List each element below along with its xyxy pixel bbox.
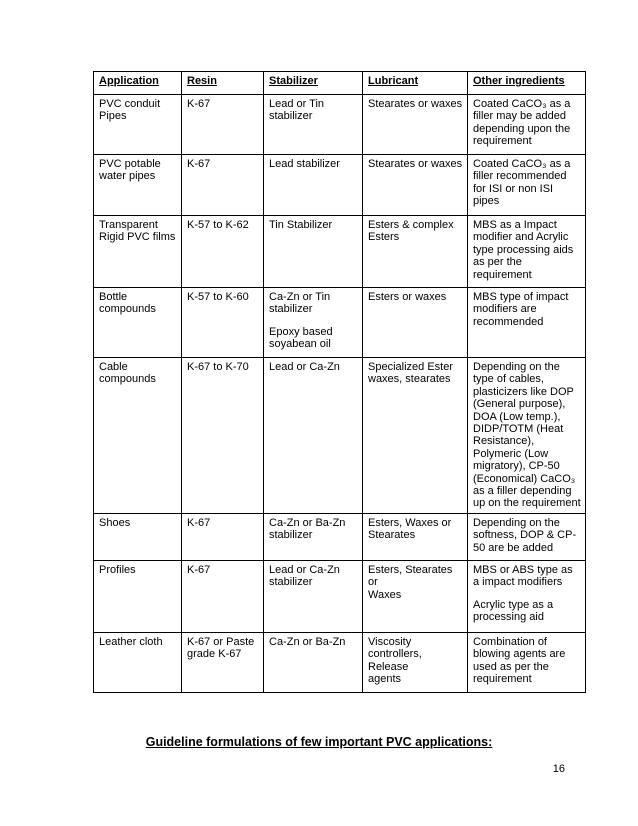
cell-lubricant [363, 216, 468, 288]
header-stabilizer: Stabilizer [264, 72, 363, 95]
cell-line: Transparent [99, 219, 158, 231]
cell-paragraph [269, 636, 358, 648]
cell-line: K-67 [187, 564, 211, 576]
cell-line: Polymeric (Low [473, 447, 549, 460]
cell-line: blowing agents are [473, 648, 566, 661]
cell-line: K-67 to K-70 [187, 361, 249, 373]
cell-lubricant [363, 561, 468, 633]
cell-line: as per the [473, 256, 522, 269]
cell-application [94, 216, 182, 288]
header-row [94, 72, 586, 95]
cell-line: MBS or ABS type as [473, 564, 573, 576]
cell-stabilizer [264, 633, 363, 693]
cell-line: water pipes [99, 170, 156, 183]
table-row [94, 514, 586, 561]
cell-line: modifier and Acrylic [473, 231, 569, 244]
cell-lubricant [363, 155, 468, 216]
cell-line: recommended [473, 315, 544, 328]
cell-line: up on the requirement [473, 497, 581, 510]
cell-lubricant [363, 514, 468, 561]
cell-line: type processing aids [473, 243, 574, 256]
cell-application [94, 514, 182, 561]
cell-line: Lead or Ca-Zn [269, 361, 340, 373]
cell-line: stabilizer [269, 576, 313, 589]
cell-line: K-67 [187, 517, 211, 529]
header-lubricant: Lubricant [363, 72, 468, 95]
cell-line: Pipes [99, 110, 127, 123]
cell-line: as a filler depending [473, 485, 572, 498]
cell-line: K-67 or Paste [187, 636, 255, 648]
cell-line: migratory), CP-50 [473, 460, 560, 473]
cell-line: K-67 [187, 98, 211, 110]
cell-line: compounds [99, 303, 156, 316]
cell-paragraph [473, 517, 581, 554]
cell-application [94, 561, 182, 633]
cell-line: Combination of [473, 636, 547, 648]
cell-line: Lead or Ca-Zn [269, 564, 340, 576]
cell-line: Esters, Stearates or [368, 564, 453, 589]
cell-other-ingredients [468, 633, 586, 693]
cell-line: Lead or Tin [269, 98, 325, 110]
cell-paragraph [473, 599, 581, 624]
cell-line: Stearates or waxes [368, 98, 463, 110]
cell-line: Epoxy based [269, 325, 333, 338]
header-other-ingredients: Other ingredients [468, 72, 586, 95]
cell-line: depending upon the [473, 122, 571, 135]
cell-line: (General purpose), [473, 398, 566, 411]
cell-line: Leather cloth [99, 636, 163, 648]
cell-paragraph [269, 517, 358, 542]
cell-line: Acrylic type as a [473, 598, 554, 611]
cell-other-ingredients [468, 561, 586, 633]
cell-line: Ca-Zn or Tin [269, 291, 331, 303]
table-row [94, 561, 586, 633]
cell-line: Shoes [99, 517, 131, 529]
cell-line: Resistance), [473, 435, 535, 448]
cell-line: stabilizer [269, 110, 313, 123]
cell-resin [182, 561, 264, 633]
cell-paragraph [473, 636, 581, 686]
cell-line: agents [368, 673, 402, 686]
table-row [94, 216, 586, 288]
table-row [94, 95, 586, 155]
cell-line: Waxes [368, 588, 402, 601]
page-number: 16 [552, 763, 565, 775]
table-row [94, 288, 586, 358]
cell-line: requirement [473, 135, 532, 148]
cell-line: Stearates or waxes [368, 158, 463, 170]
cell-line: type of cables, [473, 373, 544, 386]
cell-line: Esters, Waxes or [368, 517, 452, 529]
cell-paragraph [269, 564, 358, 589]
cell-line: plasticizers like DOP [473, 385, 574, 398]
cell-application [94, 155, 182, 216]
cell-line: stabilizer [269, 303, 313, 316]
cell-line: controllers, Release [368, 648, 422, 673]
cell-line: MBS type of impact [473, 291, 569, 303]
cell-paragraph [269, 158, 358, 170]
cell-line: Stearates [368, 529, 416, 542]
cell-other-ingredients [468, 95, 586, 155]
cell-line: Coated CaCO₃ as a [473, 158, 571, 170]
cell-line: DOA (Low temp.), [473, 410, 561, 423]
cell-resin [182, 633, 264, 693]
cell-line: filler may be added [473, 110, 566, 123]
cell-resin [182, 358, 264, 514]
cell-line: stabilizer [269, 529, 313, 542]
cell-line: processing aid [473, 611, 544, 624]
table-row [94, 155, 586, 216]
cell-lubricant [363, 358, 468, 514]
cell-line: grade K-67 [187, 648, 242, 661]
cell-stabilizer [264, 216, 363, 288]
cell-paragraph [473, 564, 581, 589]
cell-paragraph [269, 98, 358, 123]
cell-paragraph [473, 219, 581, 281]
cell-line: Rigid PVC films [99, 231, 176, 244]
cell-line: Profiles [99, 564, 136, 576]
cell-line: Specialized Ester [368, 361, 453, 373]
cell-line: modifiers are [473, 303, 537, 316]
cell-line: Bottle [99, 291, 128, 303]
cell-line: K-57 to K-60 [187, 291, 249, 303]
table-body [94, 95, 586, 693]
cell-line: Ca-Zn or Ba-Zn [269, 636, 346, 648]
cell-paragraph [269, 219, 358, 231]
header-resin: Resin [182, 72, 264, 95]
cell-other-ingredients [468, 155, 586, 216]
header-application: Application [94, 72, 182, 95]
cell-line: Depending on the [473, 517, 560, 529]
cell-resin [182, 288, 264, 358]
cell-application [94, 358, 182, 514]
cell-stabilizer [264, 288, 363, 358]
cell-line: Ca-Zn or Ba-Zn [269, 517, 346, 529]
cell-line: Cable [99, 361, 128, 373]
cell-line: PVC conduit [99, 98, 161, 110]
cell-paragraph [269, 291, 358, 316]
table-caption: Guideline formulations of few important PVC applications: [145, 735, 493, 749]
cell-other-ingredients [468, 358, 586, 514]
cell-lubricant [363, 288, 468, 358]
cell-line: waxes, stearates [368, 373, 451, 386]
cell-application [94, 95, 182, 155]
cell-stabilizer [264, 358, 363, 514]
cell-line: Depending on the [473, 361, 560, 373]
cell-line: Coated CaCO₃ as a [473, 98, 571, 110]
cell-line: DIDP/TOTM (Heat [473, 423, 564, 436]
cell-line: requirement [473, 268, 532, 281]
table-row [94, 633, 586, 693]
cell-line: Esters [368, 231, 400, 244]
cell-line: Esters & complex [368, 219, 454, 231]
cell-line: for ISI or non ISI [473, 182, 554, 195]
cell-line: K-57 to K-62 [187, 219, 249, 231]
cell-line: (Economical) CaCO₃ [473, 472, 576, 485]
cell-line: filler recommended [473, 170, 567, 183]
cell-line: 50 are be added [473, 541, 554, 554]
cell-line: Esters or waxes [368, 291, 447, 303]
cell-line: Lead stabilizer [269, 158, 340, 170]
cell-line: softness, DOP & CP- [473, 529, 577, 542]
cell-application [94, 633, 182, 693]
cell-resin [182, 514, 264, 561]
cell-lubricant [363, 633, 468, 693]
cell-other-ingredients [468, 216, 586, 288]
table-row [94, 358, 586, 514]
cell-stabilizer [264, 155, 363, 216]
cell-application [94, 288, 182, 358]
cell-resin [182, 155, 264, 216]
cell-line: PVC potable [99, 158, 161, 170]
cell-other-ingredients [468, 288, 586, 358]
formulation-table [93, 71, 586, 693]
cell-other-ingredients [468, 514, 586, 561]
cell-stabilizer [264, 561, 363, 633]
cell-line: compounds [99, 373, 156, 386]
cell-line: used as per the [473, 660, 549, 673]
cell-lubricant [363, 95, 468, 155]
cell-line: K-67 [187, 158, 211, 170]
cell-paragraph [269, 326, 358, 351]
cell-paragraph [473, 98, 581, 148]
cell-resin [182, 216, 264, 288]
cell-stabilizer [264, 514, 363, 561]
cell-paragraph [473, 291, 581, 328]
cell-resin [182, 95, 264, 155]
cell-paragraph [269, 361, 358, 373]
cell-paragraph [473, 361, 581, 510]
cell-line: pipes [473, 195, 500, 208]
cell-line: requirement [473, 673, 532, 686]
cell-line: a impact modifiers [473, 576, 563, 589]
cell-line: MBS as a Impact [473, 219, 557, 231]
cell-stabilizer [264, 95, 363, 155]
cell-paragraph [473, 158, 581, 208]
cell-line: Tin Stabilizer [269, 219, 333, 231]
cell-line: Viscosity [368, 636, 412, 648]
cell-line: soyabean oil [269, 338, 331, 351]
